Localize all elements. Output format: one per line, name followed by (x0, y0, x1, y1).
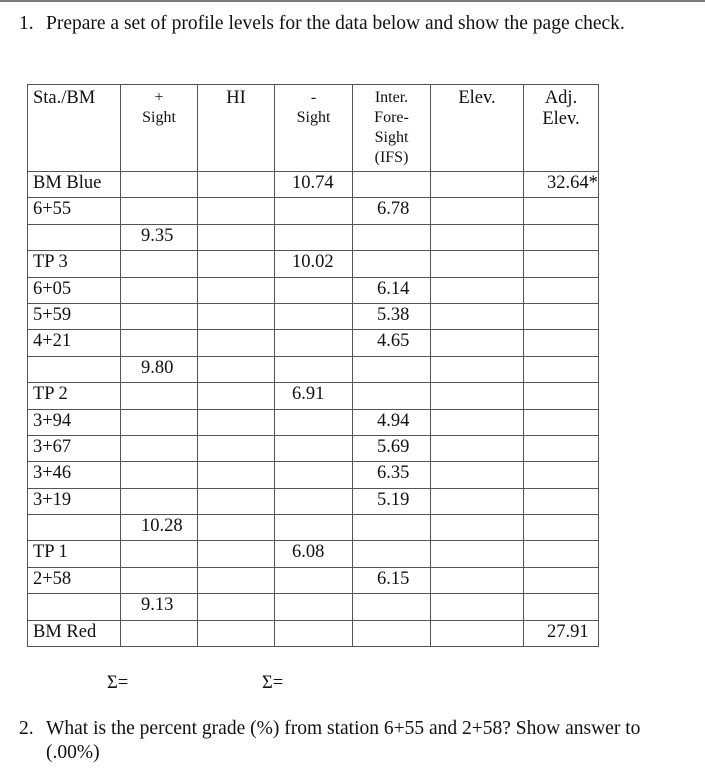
cell-ifs: 5.38 (353, 303, 431, 329)
cell-ifs (353, 620, 431, 646)
cell-hi (198, 435, 275, 461)
cell-minus-sight (275, 409, 353, 435)
table-row (28, 330, 599, 356)
cell-minus-sight (275, 462, 353, 488)
cell-minus-sight: 10.74 (275, 172, 353, 198)
cell-station (28, 356, 121, 382)
cell-plus-sight (121, 172, 198, 198)
cell-adj-elev (524, 515, 599, 541)
cell-minus-sight (275, 594, 353, 620)
cell-minus-sight: 6.08 (275, 541, 353, 567)
cell-elev (431, 277, 524, 303)
cell-hi (198, 303, 275, 329)
cell-ifs (353, 356, 431, 382)
cell-adj-elev (524, 488, 599, 514)
cell-minus-sight (275, 515, 353, 541)
cell-elev (431, 198, 524, 224)
cell-hi (198, 541, 275, 567)
table-row (28, 541, 599, 567)
cell-plus-sight (121, 198, 198, 224)
cell-ifs: 5.19 (353, 488, 431, 514)
cell-minus-sight (275, 567, 353, 593)
header-adj-elev: Adj. Elev. (524, 85, 599, 172)
cell-ifs (353, 594, 431, 620)
cell-elev (431, 515, 524, 541)
cell-station: TP 2 (28, 383, 121, 409)
table-row (28, 224, 599, 250)
table-row (28, 620, 599, 646)
question-2-text: What is the percent grade (%) from station 6+55 and 2+58? Show answer to (.00%) (46, 718, 641, 763)
cell-station: 3+94 (28, 409, 121, 435)
cell-minus-sight (275, 620, 353, 646)
cell-plus-sight (121, 277, 198, 303)
cell-elev (431, 435, 524, 461)
table-row (28, 594, 599, 620)
table-row (28, 409, 599, 435)
cell-hi (198, 462, 275, 488)
cell-adj-elev (524, 198, 599, 224)
cell-elev (431, 409, 524, 435)
cell-plus-sight (121, 251, 198, 277)
cell-station: 6+05 (28, 277, 121, 303)
cell-plus-sight: 10.28 (121, 515, 198, 541)
cell-station: 6+55 (28, 198, 121, 224)
cell-plus-sight (121, 620, 198, 646)
table-row (28, 172, 599, 198)
cell-station: 2+58 (28, 567, 121, 593)
cell-elev (431, 567, 524, 593)
cell-adj-elev: 32.64* (524, 172, 599, 198)
cell-hi (198, 356, 275, 382)
cell-ifs: 4.94 (353, 409, 431, 435)
cell-plus-sight (121, 330, 198, 356)
table-row (28, 383, 599, 409)
cell-ifs (353, 251, 431, 277)
cell-plus-sight (121, 303, 198, 329)
cell-minus-sight (275, 356, 353, 382)
cell-minus-sight (275, 224, 353, 250)
table-row (28, 277, 599, 303)
cell-adj-elev (524, 435, 599, 461)
cell-ifs: 6.15 (353, 567, 431, 593)
cell-station (28, 224, 121, 250)
cell-elev (431, 303, 524, 329)
header-plus-sight: + Sight (121, 85, 198, 172)
cell-hi (198, 620, 275, 646)
cell-hi (198, 515, 275, 541)
cell-ifs (353, 172, 431, 198)
cell-elev (431, 224, 524, 250)
cell-minus-sight (275, 277, 353, 303)
cell-ifs: 4.65 (353, 330, 431, 356)
question-1-number: 1. (19, 13, 34, 34)
cell-adj-elev (524, 330, 599, 356)
cell-plus-sight: 9.13 (121, 594, 198, 620)
cell-elev (431, 383, 524, 409)
cell-hi (198, 172, 275, 198)
cell-hi (198, 594, 275, 620)
table-row (28, 462, 599, 488)
cell-station (28, 594, 121, 620)
table-row (28, 198, 599, 224)
cell-ifs: 6.14 (353, 277, 431, 303)
question-2-number: 2. (19, 718, 34, 739)
cell-ifs: 5.69 (353, 435, 431, 461)
table-row (28, 488, 599, 514)
cell-adj-elev (524, 303, 599, 329)
cell-hi (198, 409, 275, 435)
cell-adj-elev (524, 383, 599, 409)
table-row (28, 515, 599, 541)
sum-minus-sight: Σ= (262, 673, 284, 693)
cell-elev (431, 172, 524, 198)
cell-station: BM Blue (28, 172, 121, 198)
question-1 (19, 12, 659, 62)
cell-elev (431, 594, 524, 620)
header-elev: Elev. (431, 85, 524, 172)
cell-hi (198, 198, 275, 224)
cell-station: 3+67 (28, 435, 121, 461)
cell-adj-elev (524, 541, 599, 567)
cell-plus-sight (121, 409, 198, 435)
cell-ifs (353, 224, 431, 250)
cell-plus-sight: 9.80 (121, 356, 198, 382)
table-row (28, 303, 599, 329)
table-row (28, 567, 599, 593)
table-row (28, 251, 599, 277)
cell-minus-sight: 6.91 (275, 383, 353, 409)
header-station: Sta./BM (28, 85, 121, 172)
cell-adj-elev (524, 251, 599, 277)
header-minus-sight: - Sight (275, 85, 353, 172)
cell-plus-sight (121, 462, 198, 488)
cell-hi (198, 330, 275, 356)
cell-minus-sight: 10.02 (275, 251, 353, 277)
cell-plus-sight (121, 567, 198, 593)
cell-plus-sight (121, 541, 198, 567)
cell-station: BM Red (28, 620, 121, 646)
cell-elev (431, 330, 524, 356)
cell-ifs (353, 541, 431, 567)
cell-station: 4+21 (28, 330, 121, 356)
cell-minus-sight (275, 198, 353, 224)
cell-plus-sight (121, 488, 198, 514)
sum-plus-sight: Σ= (107, 673, 129, 693)
cell-hi (198, 488, 275, 514)
cell-plus-sight (121, 435, 198, 461)
cell-ifs: 6.35 (353, 462, 431, 488)
cell-adj-elev (524, 224, 599, 250)
cell-hi (198, 251, 275, 277)
cell-ifs (353, 383, 431, 409)
profile-levels-table (27, 84, 599, 647)
cell-station: TP 3 (28, 251, 121, 277)
cell-ifs (353, 515, 431, 541)
cell-minus-sight (275, 488, 353, 514)
table-row (28, 435, 599, 461)
top-border-line (0, 0, 705, 2)
cell-adj-elev (524, 462, 599, 488)
cell-adj-elev: 27.91 (524, 620, 599, 646)
cell-station: 3+19 (28, 488, 121, 514)
cell-plus-sight: 9.35 (121, 224, 198, 250)
cell-elev (431, 620, 524, 646)
cell-ifs: 6.78 (353, 198, 431, 224)
header-row (28, 85, 599, 172)
header-hi: HI (198, 85, 275, 172)
cell-elev (431, 251, 524, 277)
cell-adj-elev (524, 277, 599, 303)
cell-minus-sight (275, 435, 353, 461)
question-2 (19, 717, 699, 767)
cell-adj-elev (524, 356, 599, 382)
cell-elev (431, 541, 524, 567)
cell-elev (431, 462, 524, 488)
table-row (28, 356, 599, 382)
cell-minus-sight (275, 303, 353, 329)
cell-elev (431, 488, 524, 514)
cell-hi (198, 224, 275, 250)
cell-station (28, 515, 121, 541)
cell-hi (198, 277, 275, 303)
cell-adj-elev (524, 409, 599, 435)
cell-hi (198, 567, 275, 593)
cell-station: 3+46 (28, 462, 121, 488)
cell-station: TP 1 (28, 541, 121, 567)
question-1-text: Prepare a set of profile levels for the data below and show the page check. (46, 13, 625, 34)
cell-adj-elev (524, 567, 599, 593)
cell-plus-sight (121, 383, 198, 409)
cell-adj-elev (524, 594, 599, 620)
cell-hi (198, 383, 275, 409)
cell-minus-sight (275, 330, 353, 356)
header-ifs: Inter. Fore- Sight (IFS) (353, 85, 431, 172)
cell-elev (431, 356, 524, 382)
cell-station: 5+59 (28, 303, 121, 329)
